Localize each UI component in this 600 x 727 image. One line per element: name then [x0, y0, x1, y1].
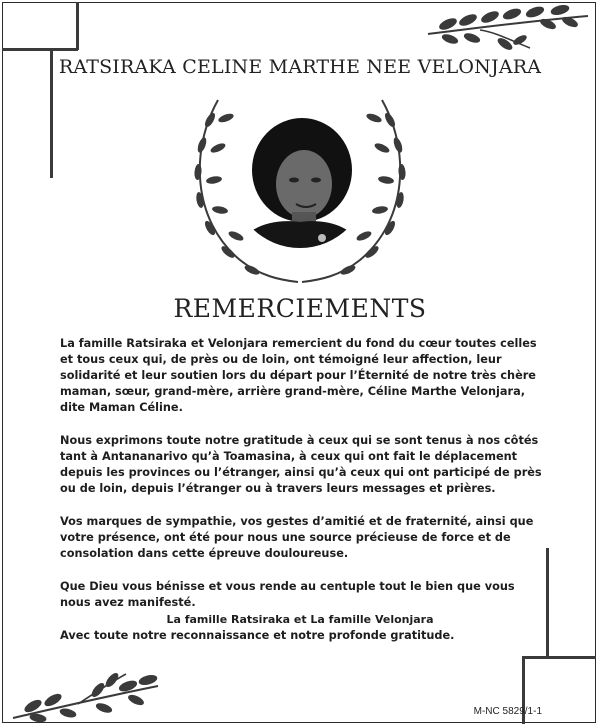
paragraph: Nous exprimons toute notre gratitude à ceux qui se sont tenus à nos côtés tant à Antananarivo qu’à Toamasina, à ceux qui ont fait le déplacement depuis les provinces ou l’étranger, ainsi qu’à ceux qui ont participé de près ou de loin, depuis l’étranger ou à travers leurs messages et prières. [60, 434, 542, 495]
corner-line-top-left-v [76, 2, 79, 50]
page-title: RATSIRAKA CELINE MARTHE NEE VELONJARA [58, 56, 542, 78]
paragraph: Que Dieu vous bénisse et vous rende au centuple tout le bien que vous nous avez manifesté. [60, 580, 515, 609]
paragraph: La famille Ratsiraka et Velonjara remercient du fond du cœur toutes celles et tous ceux qui, de près ou de loin, ont témoigné leur affection, leur solidarité et leur soutien lors du départ pour l’Éternité de notre très chère maman, sœur, grand-mère, arrière grand-mère, Céline Marthe Velonjara, dite Maman Céline. [60, 337, 537, 414]
corner-line-top-left-h [2, 48, 78, 51]
reference-code: M-NC 5829/1-1 [473, 706, 542, 717]
heading-remerciements: REMERCIEMENTS [173, 294, 427, 323]
paragraph: Vos marques de sympathie, vos gestes d’amitié et de fraternité, ainsi que votre présence, ont été pour nous une source précieuse de force et de consolation dans cette épreuve douloureuse. [60, 515, 534, 560]
paragraph: Avec toute notre reconnaissance et notre profonde gratitude. [60, 629, 455, 642]
signature: La famille Ratsiraka et La famille Velonjara [166, 613, 434, 626]
corner-line-bottom-right-v [546, 548, 549, 658]
leaf-branch-icon [420, 4, 595, 54]
portrait-photo [230, 100, 370, 260]
leaf-branch-icon [8, 668, 168, 723]
